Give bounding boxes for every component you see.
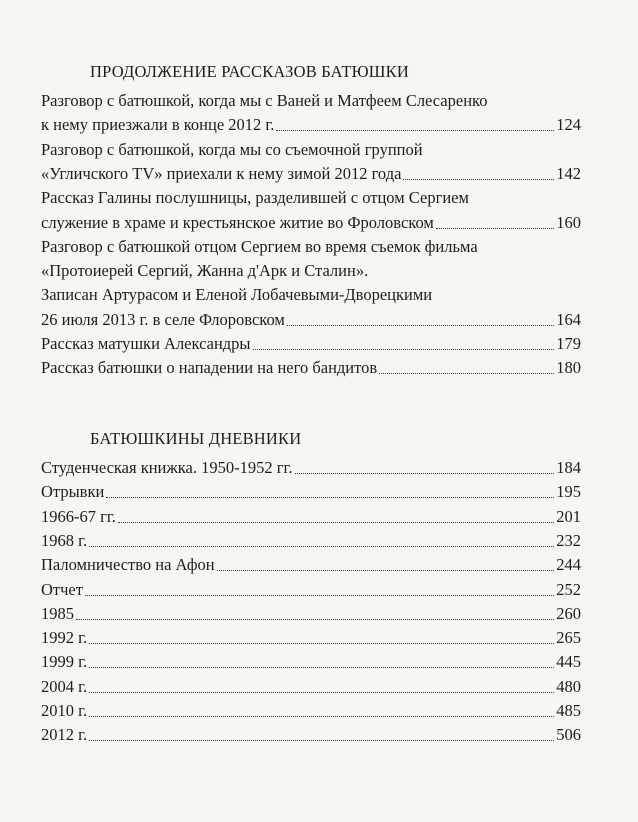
dot-leader bbox=[89, 667, 554, 668]
toc-entry[interactable] bbox=[41, 506, 581, 528]
toc-entry[interactable] bbox=[41, 724, 581, 746]
dot-leader bbox=[295, 473, 555, 474]
toc-entry-title: 1968 г. bbox=[41, 530, 88, 550]
page-number: 201 bbox=[556, 506, 581, 526]
dot-leader bbox=[89, 740, 554, 741]
toc-entry-title: 1992 г. bbox=[41, 628, 88, 648]
toc-entry-title: 1985 bbox=[41, 603, 74, 623]
toc-entry-title: Студенческая книжка. 1950-1952 гг. bbox=[41, 458, 293, 477]
toc-entry-title: к нему приезжали в конце 2012 г. bbox=[41, 115, 275, 135]
toc-entry[interactable] bbox=[41, 700, 581, 722]
toc-entry[interactable] bbox=[41, 579, 581, 601]
toc-entry[interactable] bbox=[41, 114, 581, 136]
page-number: 124 bbox=[556, 115, 581, 135]
dot-leader bbox=[379, 373, 554, 374]
dot-leader bbox=[76, 619, 554, 620]
page-number: 445 bbox=[556, 652, 581, 672]
toc-entry-title: Отчет bbox=[41, 579, 83, 599]
toc-entry-title: Отрывки bbox=[41, 482, 105, 502]
dot-leader bbox=[287, 325, 554, 326]
page-number: 260 bbox=[556, 603, 581, 623]
toc-entry-line: Записан Артурасом и Еленой Лобачевыми-Дворецкими bbox=[41, 285, 433, 305]
toc-entry[interactable] bbox=[41, 309, 581, 331]
page-number: 184 bbox=[556, 458, 581, 477]
dot-leader bbox=[89, 546, 554, 547]
toc-entry[interactable] bbox=[41, 530, 581, 552]
page-number: 142 bbox=[556, 163, 581, 183]
page-number: 244 bbox=[556, 555, 581, 575]
page-number: 252 bbox=[556, 579, 581, 599]
page-number: 506 bbox=[556, 725, 581, 745]
toc-entry-title: 2010 г. bbox=[41, 701, 88, 720]
dot-leader bbox=[217, 570, 555, 571]
page-number: 485 bbox=[556, 701, 581, 720]
section-heading: БАТЮШКИНЫ ДНЕВНИКИ bbox=[90, 429, 302, 448]
section-heading: ПРОДОЛЖЕНИЕ РАССКАЗОВ БАТЮШКИ bbox=[90, 62, 409, 81]
dot-leader bbox=[106, 497, 554, 498]
toc-entry-title: Рассказ батюшки о нападении на него бандитов bbox=[41, 358, 378, 378]
toc-entry[interactable] bbox=[41, 676, 581, 698]
toc-entry-title: Паломничество на Афон bbox=[41, 555, 215, 575]
toc-entry[interactable] bbox=[41, 603, 581, 625]
page-number: 480 bbox=[556, 676, 581, 696]
toc-entry-title: 1999 г. bbox=[41, 652, 88, 672]
page-number: 180 bbox=[556, 358, 581, 378]
toc-entry[interactable] bbox=[41, 357, 581, 379]
toc-entry-title: 1966-67 гг. bbox=[41, 506, 116, 526]
dot-leader bbox=[89, 716, 554, 717]
toc-entry-line: Разговор с батюшкой, когда мы со съемочной группой bbox=[41, 139, 423, 159]
page-number: 160 bbox=[556, 212, 581, 232]
dot-leader bbox=[89, 643, 554, 644]
toc-entry-title: Рассказ матушки Александры bbox=[41, 334, 251, 353]
page-number: 232 bbox=[556, 530, 581, 550]
dot-leader bbox=[253, 349, 555, 350]
toc-entry-line: Разговор с батюшкой отцом Сергием во время съемок фильма bbox=[41, 236, 478, 256]
toc-entry[interactable] bbox=[41, 212, 581, 234]
toc-entry[interactable] bbox=[41, 554, 581, 576]
toc-entry[interactable] bbox=[41, 163, 581, 185]
page-number: 265 bbox=[556, 628, 581, 648]
dot-leader bbox=[118, 522, 554, 523]
toc-entry-title: «Угличского TV» приехали к нему зимой 2012 года bbox=[41, 163, 402, 183]
toc-entry[interactable] bbox=[41, 457, 581, 479]
toc-entry[interactable] bbox=[41, 333, 581, 355]
toc-entry-line: Рассказ Галины послушницы, разделившей с отцом Сергием bbox=[41, 188, 469, 208]
toc-entry-line: Разговор с батюшкой, когда мы с Ваней и Матфеем Слесаренко bbox=[41, 91, 488, 110]
dot-leader bbox=[276, 130, 554, 131]
toc-entry-title: служение в храме и крестьянское житие во Фроловском bbox=[41, 212, 434, 232]
toc-entry-line: «Протоиерей Сергий, Жанна д'Арк и Сталин». bbox=[41, 261, 369, 281]
page-number: 164 bbox=[556, 309, 581, 329]
toc-entry-title: 26 июля 2013 г. в селе Флоровском bbox=[41, 309, 285, 329]
page-number: 195 bbox=[556, 482, 581, 502]
dot-leader bbox=[436, 228, 554, 229]
dot-leader bbox=[89, 692, 554, 693]
page-number: 179 bbox=[556, 334, 581, 353]
toc-entry-title: 2004 г. bbox=[41, 676, 88, 696]
toc-entry-title: 2012 г. bbox=[41, 725, 88, 745]
dot-leader bbox=[85, 595, 554, 596]
dot-leader bbox=[403, 179, 554, 180]
toc-entry[interactable] bbox=[41, 481, 581, 503]
toc-entry[interactable] bbox=[41, 651, 581, 673]
toc-entry[interactable] bbox=[41, 627, 581, 649]
